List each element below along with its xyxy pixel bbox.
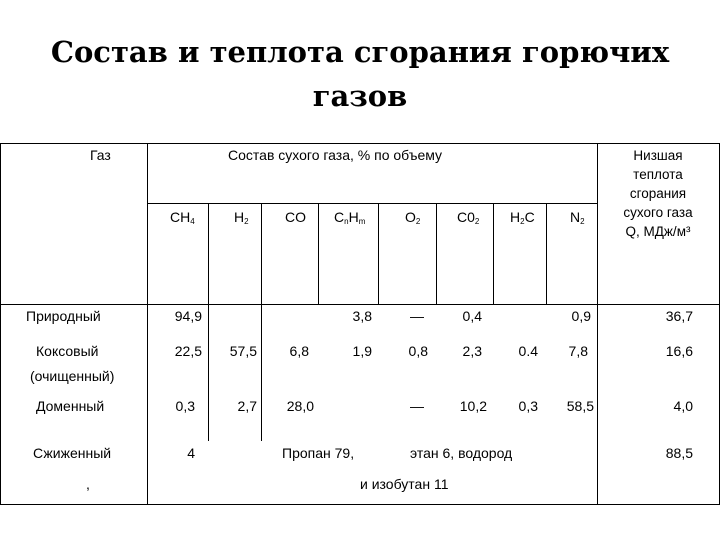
header-ch4: $CH_4$ bbox=[170, 209, 195, 226]
row-blast-h2c: 0,3 bbox=[518, 398, 538, 414]
header-h2: $H_2$ bbox=[234, 209, 249, 226]
row-natural-cnhm: 3,8 bbox=[352, 308, 372, 324]
row-blast-co2: 10,2 bbox=[459, 398, 487, 414]
row-blast-h2: 2,7 bbox=[237, 398, 257, 414]
row-coke-o2: 0,8 bbox=[408, 343, 428, 359]
row-coke-n2: 7,8 bbox=[568, 343, 588, 359]
header-n2: $N_2$ bbox=[570, 209, 585, 226]
header-heat bbox=[596, 146, 720, 241]
row-coke-q: 16,6 bbox=[665, 343, 693, 359]
col-divider-h2 bbox=[208, 203, 209, 441]
table-left-border bbox=[0, 143, 1, 505]
table-top-border bbox=[0, 143, 720, 144]
row-natural-o2: — bbox=[410, 308, 424, 324]
col-divider-n2 bbox=[546, 203, 547, 304]
header-cnhm: $C_nH_m$ bbox=[334, 209, 366, 226]
row-liquefied-name-2: , bbox=[86, 476, 90, 492]
row-blast-name: Доменный bbox=[36, 398, 105, 414]
row-coke-h2c: 0.4 bbox=[518, 343, 538, 359]
header-co: CO bbox=[285, 209, 306, 225]
row-coke-name: Коксовый bbox=[36, 343, 99, 359]
row-coke-co: 6,8 bbox=[289, 343, 309, 359]
row-coke-h2: 57,5 bbox=[229, 343, 257, 359]
header-heat-line-5: Q, МДж/м³ bbox=[625, 224, 691, 239]
col-divider-cnhm bbox=[318, 203, 319, 304]
row-liquefied-note-1a: Пропан 79, bbox=[282, 445, 355, 461]
row-natural-n2: 0,9 bbox=[571, 308, 591, 324]
row-blast-o2: — bbox=[410, 398, 424, 414]
header-gas: Газ bbox=[90, 147, 111, 163]
row-natural-q: 36,7 bbox=[665, 308, 693, 324]
col-divider-o2 bbox=[378, 203, 379, 304]
header-o2: $O_2$ bbox=[405, 209, 421, 226]
row-blast-n2: 58,5 bbox=[566, 398, 594, 414]
row-coke-name-2: (очищенный) bbox=[30, 368, 115, 384]
row-coke-co2: 2,3 bbox=[462, 343, 482, 359]
col-divider-co2 bbox=[436, 203, 437, 304]
row-coke-cnhm: 1,9 bbox=[352, 343, 372, 359]
row-blast-ch4: 0,3 bbox=[175, 398, 195, 414]
col-divider-h2c bbox=[493, 203, 494, 304]
row-blast-co: 28,0 bbox=[286, 398, 314, 414]
row-liquefied-ch4: 4 bbox=[187, 445, 195, 461]
header-heat-line-3: сгорания bbox=[629, 186, 687, 201]
row-liquefied-name: Сжиженный bbox=[33, 445, 112, 461]
header-heat-line-2: теплота bbox=[633, 167, 683, 182]
row-natural-name: Природный bbox=[26, 308, 101, 324]
title-line-2: газов bbox=[312, 79, 408, 113]
row-liquefied-q: 88,5 bbox=[665, 445, 693, 461]
row-liquefied-note-2: и изобутан 11 bbox=[360, 476, 449, 492]
header-heat-line-4: сухого газа bbox=[623, 205, 693, 220]
row-coke-ch4: 22,5 bbox=[174, 343, 202, 359]
title-line-1: Состав и теплота сгорания горючих bbox=[50, 35, 670, 69]
header-composition: Состав сухого газа, % по объему bbox=[228, 147, 443, 163]
header-heat-line-1: Низшая bbox=[633, 148, 683, 163]
table-bottom-border bbox=[0, 504, 720, 505]
row-natural-ch4: 94,9 bbox=[174, 308, 202, 324]
row-liquefied-note-1b: этан 6, водород bbox=[410, 445, 513, 461]
row-blast-q: 4,0 bbox=[673, 398, 693, 414]
header-co2: $C0_2$ bbox=[457, 209, 480, 226]
header-bottom-border bbox=[0, 304, 720, 305]
component-header-border bbox=[148, 203, 597, 204]
row-natural-co2: 0,4 bbox=[462, 308, 482, 324]
header-h2c: $H_2C$ bbox=[510, 209, 535, 226]
